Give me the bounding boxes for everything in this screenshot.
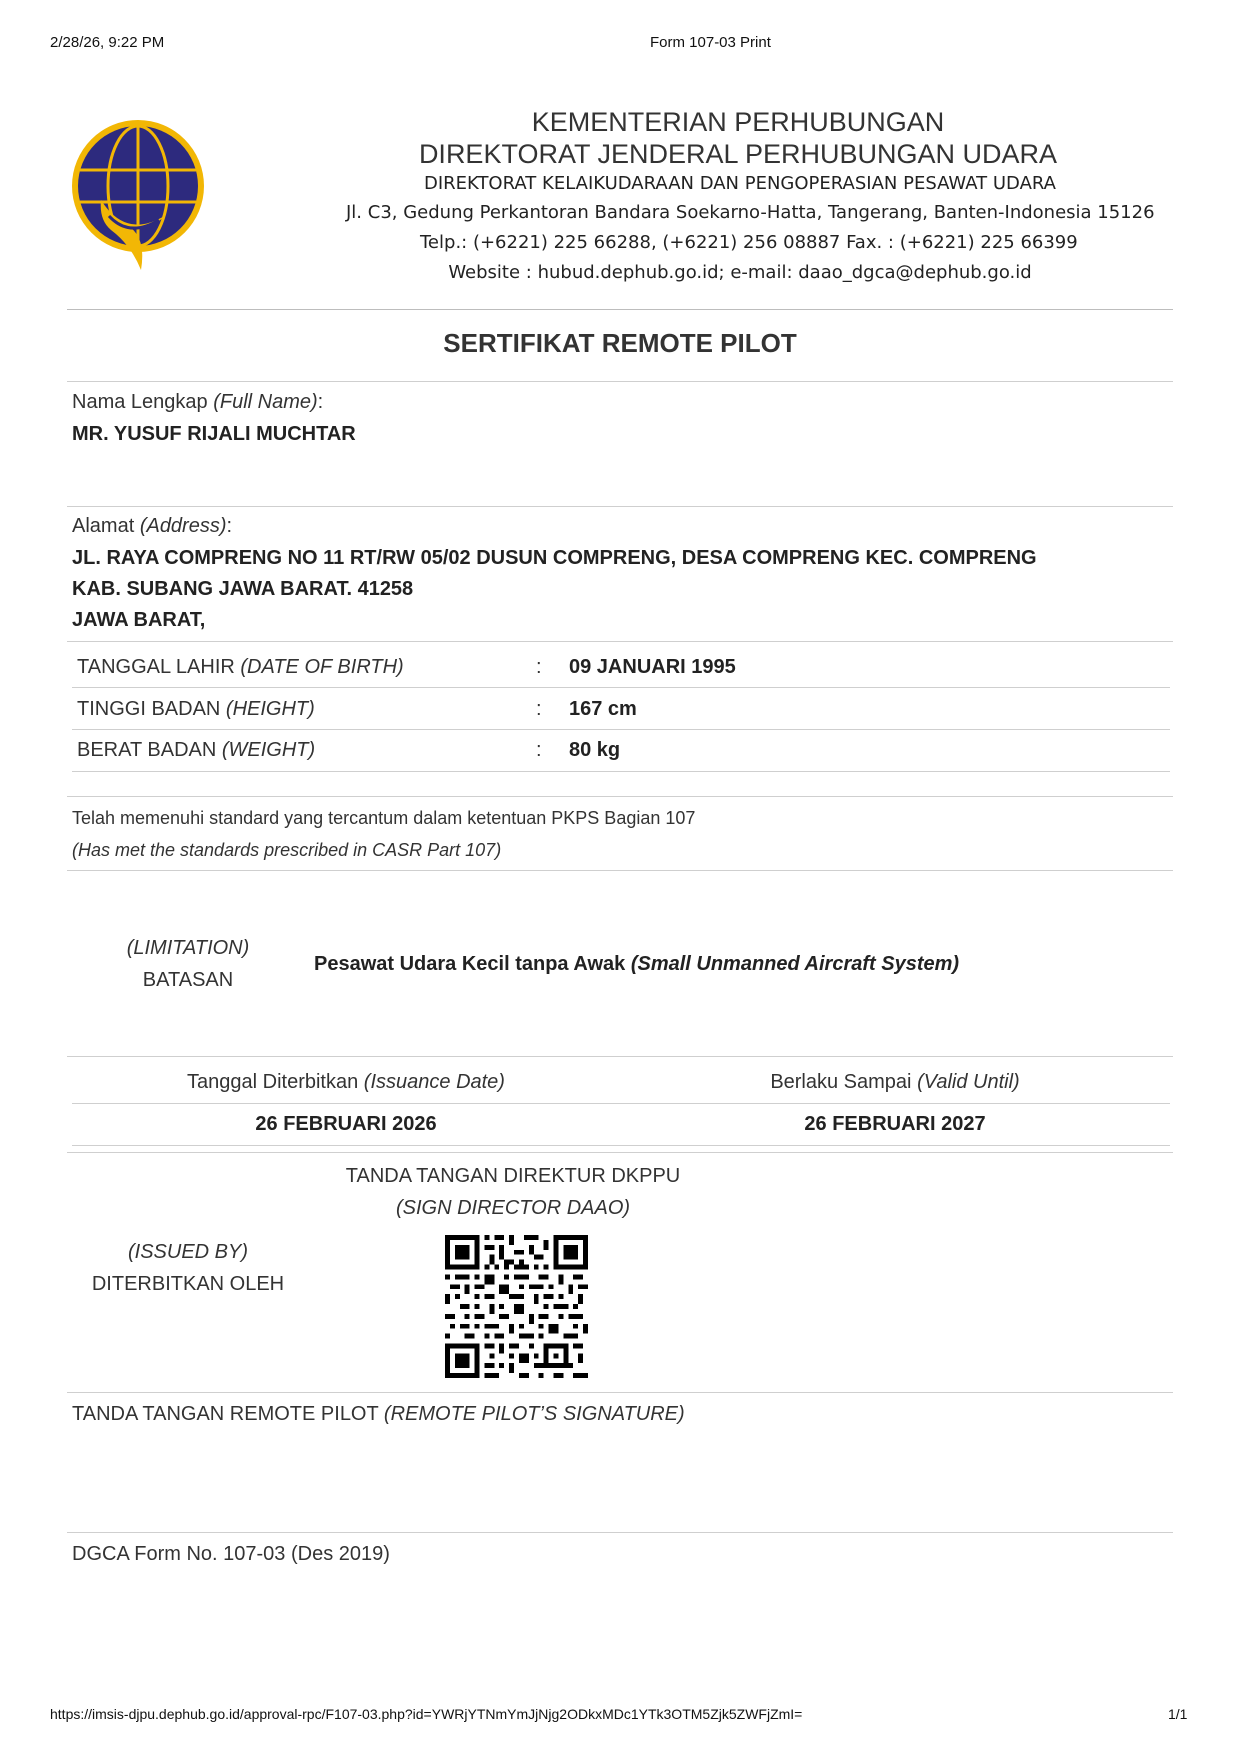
sign-director-title: TANDA TANGAN DIREKTUR DKPPU [345, 1165, 681, 1187]
weight-separator: : [536, 739, 542, 761]
office-address: Jl. C3, Gedung Perkantoran Bandara Soekarno-Hatta, Tangerang, Banten-Indonesia 15126 [346, 202, 1155, 223]
print-url: https://imsis-djpu.dephub.go.id/approval-rpc/F107-03.php?id=YWRjYTNmYmJjNjg2ODkxMDc1YTk3OTM5Zjk5ZWFjZmI= [50, 1706, 803, 1722]
form-number: DGCA Form No. 107-03 (Des 2019) [72, 1543, 390, 1565]
valid-until-label: Berlaku Sampai (Valid Until) [770, 1071, 1020, 1093]
dates-row-divider [72, 1103, 1170, 1104]
address-divider [67, 641, 1173, 642]
directorate-name: DIREKTORAT KELAIKUDARAAN DAN PENGOPERASIAN PESAWAT UDARA [423, 173, 1056, 194]
address-label: Alamat (Address): [72, 515, 233, 537]
weight-label: BERAT BADAN (WEIGHT) [77, 739, 316, 761]
issued-by-label: DITERBITKAN OLEH [91, 1273, 285, 1295]
address-line-1: JL. RAYA COMPRENG NO 11 RT/RW 05/02 DUSUN COMPRENG, DESA COMPRENG KEC. COMPRENG [72, 547, 1037, 569]
standards-statement-en: (Has met the standards prescribed in CASR Part 107) [72, 840, 502, 860]
dob-separator: : [536, 656, 542, 678]
signature-divider [67, 1532, 1173, 1533]
address-line-2: KAB. SUBANG JAWA BARAT. 41258 [72, 578, 414, 600]
limitation-label-en: (LIMITATION) [126, 937, 250, 959]
print-page-number: 1/1 [1168, 1706, 1188, 1722]
dob-value: 09 JANUARI 1995 [569, 656, 736, 678]
qr-code-icon [445, 1235, 588, 1378]
standards-statement: Telah memenuhi standard yang tercantum dalam ketentuan PKPS Bagian 107 [72, 808, 696, 828]
directorate-general-name: DIREKTORAT JENDERAL PERHUBUNGAN UDARA [418, 139, 1058, 169]
standards-top-divider [67, 796, 1173, 797]
dates-divider [67, 1152, 1173, 1153]
limitation-label: BATASAN [142, 969, 234, 991]
office-phone: Telp.: (+6221) 225 66288, (+6221) 256 08887 Fax. : (+6221) 225 66399 [420, 232, 1078, 253]
issuance-date-value: 26 FEBRUARI 2026 [255, 1113, 437, 1135]
name-divider [67, 506, 1173, 507]
limitation-value: Pesawat Udara Kecil tanpa Awak (Small Unmanned Aircraft System) [314, 953, 960, 975]
print-title: Form 107-03 Print [650, 34, 771, 51]
row-divider [72, 771, 1170, 772]
row-divider [72, 687, 1170, 688]
dob-label: TANGGAL LAHIR (DATE OF BIRTH) [77, 656, 404, 678]
print-datetime: 2/28/26, 9:22 PM [50, 34, 165, 51]
sign-director-title-en: (SIGN DIRECTOR DAAO) [395, 1197, 631, 1219]
full-name-value: MR. YUSUF RIJALI MUCHTAR [72, 423, 356, 445]
weight-value: 80 kg [569, 739, 621, 761]
letterhead-divider [67, 309, 1173, 310]
pilot-signature-label: TANDA TANGAN REMOTE PILOT (REMOTE PILOT’S SIGNATURE) [72, 1403, 685, 1425]
title-divider [67, 381, 1173, 382]
height-label: TINGGI BADAN (HEIGHT) [77, 698, 315, 720]
certificate-title: SERTIFIKAT REMOTE PILOT [443, 328, 797, 358]
full-name-label: Nama Lengkap (Full Name): [72, 391, 324, 413]
ministry-name: KEMENTERIAN PERHUBUNGAN [531, 107, 945, 137]
dates-row-divider [72, 1145, 1170, 1146]
issued-divider [67, 1392, 1173, 1393]
issued-by-label-en: (ISSUED BY) [127, 1241, 249, 1263]
dephub-emblem-icon [71, 120, 205, 280]
valid-until-value: 26 FEBRUARI 2027 [804, 1113, 986, 1135]
limitation-divider [67, 1056, 1173, 1057]
address-line-3: JAWA BARAT, [72, 609, 206, 631]
office-website: Website : hubud.dephub.go.id; e-mail: daao_dgca@dephub.go.id [448, 262, 1032, 283]
row-divider [72, 729, 1170, 730]
height-value: 167 cm [569, 698, 637, 720]
issuance-date-label: Tanggal Diterbitkan (Issuance Date) [187, 1071, 505, 1093]
standards-bottom-divider [67, 870, 1173, 871]
height-separator: : [536, 698, 542, 720]
